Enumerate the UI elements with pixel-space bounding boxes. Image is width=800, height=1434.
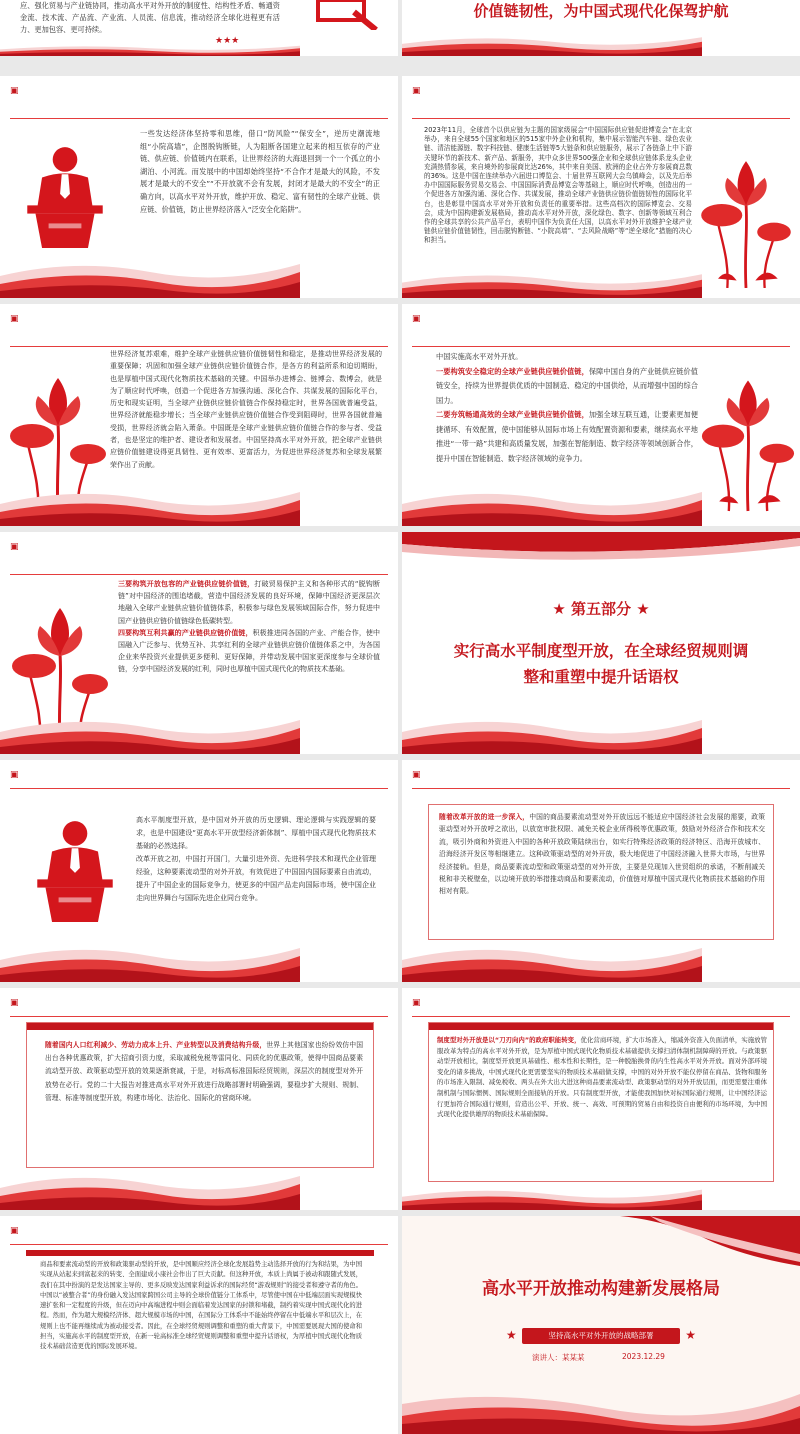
- bullet-icon: ▣: [412, 86, 421, 96]
- slide-text: 2023年11月，全球首个以供应链为主题的国家级展会“中国国际供应链促进博览会”在北京举办，来自全球55个国家和地区的515家中外企业和机构，集中展示智能汽车链、绿色农业链、清洁能源链、数字科技链、健康生活链等5大链条和供应链服务，展示了各链条上中下游关键环节的新技术、新产品、新服务，其中众多世界500强企业和全球供应链体系龙头企业充满热情参展，来自境外的参展商比达26%，其中来自美国、欧洲的企业占外方参展商总数的36%。这是中国在连续举办六届进口博览会、十届世界互联网大会乌镇峰会，以及先后举办中国国际服务贸易交易会、中国国际消费品博览会等基础上，顺应时代呼唤，创造出的一个促进各方加强沟通、深化合作、共谋发展，推动全球产业链供应链价值链韧性的国际化平台，也是彰显中国高水平对外开放和负责任的重要举措。这些高档次的国际博览会、交易会，成为中国构建新发展格局，推动高水平对外开放，深化绿色、数字、创新等领域互利合作的全球共享的公共产品平台，表明中国作为负责任大国，以高水平对外开放维护全球产业链供应链价值链韧性，回击脱钩断链、“小院高墙”、“去风险战略”等“逆全球化”措施的决心和担当。: [424, 126, 692, 245]
- decorative-wave: [0, 486, 300, 526]
- decorative-wave: [402, 486, 702, 526]
- section-header: [412, 997, 794, 1010]
- paragraph-text: 世界上其他国家也纷纷效仿中国出台各种优惠政策，扩大招商引资力度，采取减税免税等雷同化、同质化的优惠政策，使得中国商品要素流动型开放、政策驱动型开放的效果逐渐衰减，于是，对标高标准国际经贸规则，深层次的制度型对外开放势在必行。党的二十大报告对推进高水平对外开放进行战略部署时明确强调，要稳步扩大规则、规制、管理、标准等制度型开放，构建市场化、法治化、国际化的营商环境。: [45, 1041, 364, 1102]
- highlight-text: 三要构筑开放包容的产业链供应链价值链，: [118, 580, 255, 588]
- decorative-wave: [0, 258, 300, 298]
- decorative-wave: [402, 714, 702, 754]
- paragraph-text: 加强全球互联互通，让要素更加便捷循环、有效配置，使中国能够从国际市场上有效配置资源和要素，继续高水平地推进“一带一路”共建和高质量发展，加强在智能制造、数字经济等领域创新合作，提升中国在智能制造、数字经济领域的竞争力。: [436, 410, 698, 463]
- section-header: [412, 85, 794, 98]
- section-header: [10, 313, 392, 326]
- decorative-wave: [0, 942, 300, 982]
- slide-4-5[interactable]: [0, 532, 398, 754]
- highlight-text: 随着国内人口红利减少、劳动力成本上升、产业转型以及消费结构升级，: [45, 1041, 267, 1049]
- divider: [10, 574, 388, 575]
- highlight-text: 一要构筑安全稳定的全球产业链供应链价值链，: [436, 366, 589, 376]
- slide-text: 一些发达经济体坚持零和思维，借口“防风险”“保安全”，逆历史潮流地组“小院高墙”，企图脱钩断链，人为阻断各国建立起来的相互依存的产业链、供应链、价值链内在联系，让世界经济的大海退回到一个一个孤立的小湖泊、小河流。而发展中的中国却始终坚持“不合作才是最大的风险，不发展才是最大的不安全”“不开放就不会有发展，封闭才是最大的不安全”的正确方向，以高水平对外开放，维护开放、稳定、富有韧性的全球产业链、供应链、价值链，防止世界经济落入“泛安全化陷阱”。: [140, 129, 380, 214]
- content-box: [428, 1022, 774, 1182]
- intro-text: 中国实施高水平对外开放。: [436, 352, 523, 361]
- slide-text: [437, 1035, 767, 1120]
- top-right-ribbon: [620, 1216, 800, 1276]
- bullet-icon: ▣: [412, 314, 421, 324]
- lotus-papercut-icon: [700, 364, 796, 514]
- bullet-icon: ▣: [412, 770, 421, 780]
- presenter: 演讲人：某某某: [532, 1353, 585, 1362]
- slide-section-5-cover[interactable]: [402, 532, 800, 754]
- slide-5-1[interactable]: [0, 760, 398, 982]
- paragraph-text: 优化营商环境，扩大市场准入，缩减外资准入负面清单，实施放管服改革为特点的高水平对外开放，是为厚植中国式现代化物质技术基础提供支撑扫清体制机制障碍的开放。与政策驱动型开放相比，制度型开放更具基础性、根本性和长期性，是一种脱胎换骨的内生性高水平对外开放。面对外部环境变化的诸多挑战，中国式现代化更需要坚实的物质技术基础做支撑，中国的对外开放不能仅停留在商品、货物和服务的市场准入限制、减免税收、两头在外大出大进这种商品要素流动型、政策驱动型的对外开放层面，而更需要注重体制机制与国际惯例、国际规则全面接轨的开放。只有制度型开放，才能使我国加快对标国际通行规则，让中国经济运行更加符合国际通行规则，营造出公平、开放、统一、高效、可预期的贸易自由和投资自由便利的市场环境，为中国式现代化提供雄厚的物质技术基础保障。: [437, 1036, 768, 1119]
- part-label: ★ 第五部分 ★: [552, 600, 650, 618]
- box-top-bar: [27, 1023, 373, 1030]
- highlight-text: 制度型对外开放是以“刀刃向内”的政府职能转变，: [437, 1036, 581, 1044]
- slide-5-3[interactable]: [0, 988, 398, 1210]
- highlight-text: 四要构筑互利共赢的产业链供应链价值链，: [118, 628, 253, 637]
- bottom-decorative-wave: [402, 1364, 800, 1434]
- main-title: 高水平开放推动构建新发展格局: [482, 1279, 720, 1299]
- speaker-podium-icon: [34, 818, 116, 926]
- paragraph-text: 改革开放之初，中国打开国门，大量引进外资、先进科学技术和现代企业管理经验，这种要素流动型的对外开放，有效促进了中国国内国际要素自由流动，提升了中国企业的国际竞争力，使更多的中国产品走向国际市场，使中国企业走向世界舞台与国际先进企业同台竞争。: [136, 855, 376, 902]
- paragraph-text: 中国的商品要素流动型对外开放远远不能适应中国经济社会发展的需要，政策驱动型对外开放呼之欲出，以放宽审批权限、减免关税企业所得税等优惠政策，鼓励对外经济合作和技术交流，吸引外商和外资进入中国的各种开放政策陆续出台，如实行特殊经济政策的经济特区、沿海开放城市、沿海经济开发区等相继建立。这种政策驱动型的对外开放，极大地促进了中国经济融入世界大市场，与世界经济接轨。但是，商品要素流动型和政策驱动型的对外开放，主要是兑现加入世贸组织的承诺，不断削减关税和非关税壁垒，以边境开放的举措推动商品和要素流动，价值链对厚植中国式现代化物质技术基础的作用相对有限。: [439, 813, 766, 896]
- paragraph-text: 打破贸易保护主义和各种形式的“脱钩断链”对中国经济的围追堵截，营造中国经济发展的良好环境，保障中国经济更深层次地融入全球产业链供应链价值链体系，积极参与绿色发展领域国际合作，努力促进中国产业链供应链价值链绿色低碳转型。: [118, 580, 380, 625]
- date: 2023.12.29: [622, 1352, 665, 1361]
- lotus-papercut-icon: [698, 148, 794, 288]
- decorative-wave: [0, 1170, 300, 1210]
- paragraph-text: 高水平制度型开放，是中国对外开放的历史逻辑、理论逻辑与实践逻辑的要求，也是中国建设“更高水平开放型经济新体制”、厚植中国式现代化物质技术基础的必然选择。: [136, 816, 376, 850]
- slide-title: 价值链韧性，为中国式现代化保驾护航: [473, 2, 729, 20]
- slide-text: [436, 350, 698, 466]
- bullet-icon: ▣: [412, 998, 421, 1008]
- stars-icon: ★★★: [215, 36, 240, 46]
- divider: [10, 118, 388, 119]
- box-top-bar: [26, 1250, 374, 1256]
- subtitle: 坚持高水平对外开放的战略部署: [548, 1331, 654, 1340]
- divider: [10, 1016, 388, 1017]
- presenter-graphic-icon: [310, 0, 380, 30]
- slide-4-4[interactable]: [402, 304, 800, 526]
- slide-ending-cover[interactable]: [402, 1216, 800, 1434]
- slide-text: 商品和要素流动型的开放和政策驱动型的开放，是中国顺应经济全球化发展趋势主动选择开放的行为和结果，为中国实现从站起来到富起来的转变、全面建成小康社会作出了巨大贡献。但这种开放，本质上尚属于被动和跟随式发展，我们在其中扮演的是发达国家主导的、更多反映发达国家利益诉求的国际经贸“游戏规则”的接受者和遵守者的角色。中国以“被整合者”的身份融入发达国家跨国公司主导的全球价值链分工体系中，尽管使中国在中低端层面实现规模快速扩张和一定程度的升级，但在迈向中高端进程中则会面临着发达国家的封锁和堵截，制约着实现中国式现代化的进程。然而，作为超大规模经济体、超大规模市场的中国，在国际分工体系中不能始终停留在中低端水平和层次上，在规则上也不能再继续成为被动接受者。因此，在全球经贸规则调整和重塑的重大背景下，中国需要展现大国的使命和担当，实施高水平的制度型开放，在新一轮高标准全球经贸规则调整和重塑中提升话语权，为厚植中国式现代化物质技术基础营造更优的国际发展环境。: [40, 1261, 362, 1351]
- slide-4-1[interactable]: [0, 76, 398, 298]
- decorative-wave: [0, 714, 300, 754]
- top-decorative-wave: [402, 532, 800, 572]
- decorative-wave: [402, 270, 702, 298]
- bullet-icon: ▣: [10, 1226, 19, 1236]
- content-box: [428, 804, 774, 940]
- slide-text: [136, 814, 376, 905]
- decorative-wave: [402, 34, 702, 56]
- decorative-wave: [0, 44, 300, 56]
- content-box: [26, 1022, 374, 1168]
- decorative-wave: [402, 942, 702, 982]
- box-top-bar: [429, 1023, 773, 1030]
- section-header: [10, 541, 392, 554]
- paragraph-text: 积极推进同各国的产业、产能合作，使中国融入广泛参与、优势互补、共享红利的全球产业链供应链价值链体系之中，为各国企业来华投资兴业提供更多便利、更好保障，并带动发展中国家更深度参与全球价值链，分享中国经济发展的红利，同时也厚植中国式现代化的物质技术基础。: [118, 628, 381, 674]
- divider: [10, 346, 388, 347]
- slide-5-5[interactable]: [0, 1216, 398, 1434]
- section-header: [10, 1225, 392, 1238]
- section-title: 实行高水平制度型开放，在全球经贸规则调整和重塑中提升话语权: [453, 642, 749, 686]
- divider: [412, 788, 790, 789]
- slide-partial-left[interactable]: [0, 0, 398, 56]
- divider: [10, 788, 388, 789]
- slide-5-2[interactable]: [402, 760, 800, 982]
- highlight-text: 二要夯筑畅通高效的全球产业链供应链价值链，: [436, 410, 589, 419]
- bullet-icon: ▣: [10, 314, 19, 324]
- slide-5-4[interactable]: [402, 988, 800, 1210]
- divider: [412, 1016, 790, 1017]
- divider: [10, 1244, 388, 1245]
- slide-partial-right[interactable]: [402, 0, 800, 56]
- star-icon: ★: [506, 1328, 517, 1342]
- slide-4-2[interactable]: [402, 76, 800, 298]
- slide-text: [118, 578, 380, 676]
- section-header: [412, 769, 794, 782]
- slide-text: 应、强化贸易与产业链协同，推动高水平对外开放的制度性、结构性矛盾、畅通资金流、技术流、产品流、产业流、人员流、信息流，推动经济全球化进程更有活力、更加包容、更可持续。: [20, 1, 280, 34]
- highlight-text: 随着改革开放的进一步深入，: [439, 813, 530, 821]
- paragraph-text: 保障中国自身的产业链供应链价值链安全，持续为世界提供优质的中国制造、稳定的中国供给，从而增强中国的综合国力。: [436, 366, 698, 405]
- bullet-icon: ▣: [10, 998, 19, 1008]
- slide-text: 世界经济复苏艰难，维护全球产业链供应链价值链韧性和稳定，是推动世界经济发展的重要保障；巩固和加强全球产业链供应链价值链合作，是各方的利益所系和迫切期盼，也是厚植中国式现代化物质技术基础的关键。中国举办进博会、链博会、数博会，就是为了顺应时代呼唤，创造一个促进各方加强沟通、深化合作、共谋发展的国际化平台，历史和现实证明，当全球产业链供应链价值链合作保持稳定时，世界各国就普遍受益，世界经济就能稳步增长；当全球产业链供应链价值链合作受到阻碍时，世界各国就普遍受损，世界经济就会陷入萧条。中国既是全球产业链供应链价值链合作的参与者、受益者，也是坚定的维护者、建设者和发展者。中国坚持高水平对外开放，把全球产业链供应链价值链建设得更具韧性、更有效率、更富活力，为促进世界经济复苏和全球发展繁荣作出了贡献。: [110, 350, 382, 469]
- speaker-podium-icon: [24, 144, 106, 252]
- decorative-wave: [402, 1186, 702, 1210]
- slide-text: [439, 811, 765, 898]
- star-icon: ★: [685, 1328, 696, 1342]
- divider: [412, 118, 790, 119]
- divider: [412, 346, 790, 347]
- slide-text: [45, 1039, 363, 1105]
- bullet-icon: ▣: [10, 86, 19, 96]
- bullet-icon: ▣: [10, 770, 19, 780]
- slide-4-3[interactable]: [0, 304, 398, 526]
- section-header: [412, 313, 794, 326]
- bullet-icon: ▣: [10, 542, 19, 552]
- section-header: [10, 769, 392, 782]
- section-header: [10, 997, 392, 1010]
- section-header: [10, 85, 392, 98]
- content-box: [26, 1250, 374, 1426]
